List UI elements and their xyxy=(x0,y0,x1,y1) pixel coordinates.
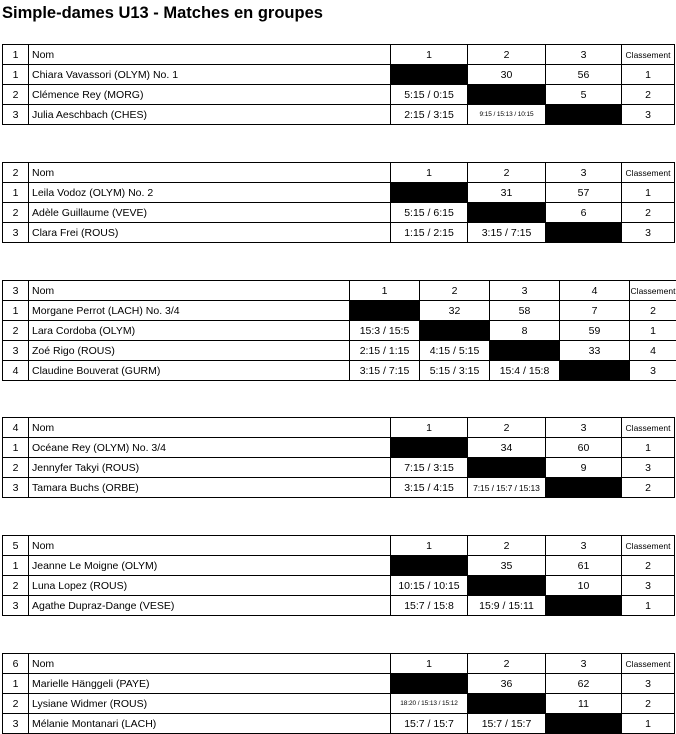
player-position: 2 xyxy=(3,321,29,341)
match-result-cell: 9:15 / 15:13 / 10:15 xyxy=(468,105,546,125)
rank-header: Classement xyxy=(622,654,675,674)
player-position: 2 xyxy=(3,576,29,596)
match-result-cell: 15:7 / 15:7 xyxy=(391,714,468,734)
group-header-row xyxy=(3,418,675,438)
player-rank: 2 xyxy=(622,478,675,498)
name-header: Nom xyxy=(29,281,350,301)
rank-header: Classement xyxy=(622,45,675,65)
rank-header: Classement xyxy=(622,536,675,556)
player-rank: 1 xyxy=(622,714,675,734)
player-position: 1 xyxy=(3,65,29,85)
opponent-column-header: 2 xyxy=(468,536,546,556)
opponent-column-header: 4 xyxy=(560,281,630,301)
player-name: Clémence Rey (MORG) xyxy=(29,85,391,105)
self-match-cell xyxy=(546,223,622,243)
name-header: Nom xyxy=(29,536,391,556)
player-rank: 3 xyxy=(622,674,675,694)
match-result-cell: 36 xyxy=(468,674,546,694)
group-header-row xyxy=(3,45,675,65)
player-position: 3 xyxy=(3,105,29,125)
match-result-cell: 15:7 / 15:8 xyxy=(391,596,468,616)
opponent-column-header: 1 xyxy=(391,163,468,183)
player-rank: 2 xyxy=(622,85,675,105)
opponent-column-header: 2 xyxy=(468,45,546,65)
name-header: Nom xyxy=(29,163,391,183)
table-row xyxy=(3,458,675,478)
player-name: Lysiane Widmer (ROUS) xyxy=(29,694,391,714)
player-position: 2 xyxy=(3,694,29,714)
self-match-cell xyxy=(391,556,468,576)
match-result-cell: 9 xyxy=(546,458,622,478)
table-row xyxy=(3,301,676,321)
group-number: 2 xyxy=(3,163,29,183)
player-name: Mélanie Montanari (LACH) xyxy=(29,714,391,734)
match-result-cell: 5:15 / 0:15 xyxy=(391,85,468,105)
group-number: 5 xyxy=(3,536,29,556)
opponent-column-header: 3 xyxy=(546,654,622,674)
group-header-row xyxy=(3,536,675,556)
match-result-cell: 56 xyxy=(546,65,622,85)
rank-header: Classement xyxy=(630,281,676,301)
player-rank: 1 xyxy=(622,65,675,85)
match-result-cell: 7:15 / 15:7 / 15:13 xyxy=(468,478,546,498)
self-match-cell xyxy=(490,341,560,361)
group-table-1 xyxy=(2,44,675,125)
match-result-cell: 2:15 / 3:15 xyxy=(391,105,468,125)
group-number: 6 xyxy=(3,654,29,674)
player-name: Zoé Rigo (ROUS) xyxy=(29,341,350,361)
match-result-cell: 3:15 / 7:15 xyxy=(350,361,420,381)
table-row xyxy=(3,694,675,714)
table-row xyxy=(3,361,676,381)
page-title: Simple-dames U13 - Matches en groupes xyxy=(2,4,323,22)
self-match-cell xyxy=(468,458,546,478)
player-rank: 1 xyxy=(622,596,675,616)
table-row xyxy=(3,105,675,125)
table-row xyxy=(3,556,675,576)
player-name: Morgane Perrot (LACH) No. 3/4 xyxy=(29,301,350,321)
player-name: Luna Lopez (ROUS) xyxy=(29,576,391,596)
player-rank: 3 xyxy=(622,576,675,596)
table-row xyxy=(3,341,676,361)
match-result-cell: 10:15 / 10:15 xyxy=(391,576,468,596)
player-rank: 2 xyxy=(630,301,676,321)
self-match-cell xyxy=(468,203,546,223)
player-rank: 3 xyxy=(622,223,675,243)
player-name: Jennyfer Takyi (ROUS) xyxy=(29,458,391,478)
opponent-column-header: 3 xyxy=(546,536,622,556)
opponent-column-header: 2 xyxy=(468,418,546,438)
match-result-cell: 8 xyxy=(490,321,560,341)
match-result-cell: 58 xyxy=(490,301,560,321)
match-result-cell: 62 xyxy=(546,674,622,694)
opponent-column-header: 2 xyxy=(468,163,546,183)
player-position: 3 xyxy=(3,596,29,616)
self-match-cell xyxy=(560,361,630,381)
match-result-cell: 61 xyxy=(546,556,622,576)
match-result-cell: 5:15 / 3:15 xyxy=(420,361,490,381)
player-position: 3 xyxy=(3,478,29,498)
group-number: 1 xyxy=(3,45,29,65)
player-rank: 1 xyxy=(622,438,675,458)
table-row xyxy=(3,714,675,734)
match-result-cell: 59 xyxy=(560,321,630,341)
group-table-3 xyxy=(2,280,676,381)
player-name: Marielle Hänggeli (PAYE) xyxy=(29,674,391,694)
player-name: Adèle Guillaume (VEVE) xyxy=(29,203,391,223)
match-result-cell: 10 xyxy=(546,576,622,596)
player-rank: 3 xyxy=(630,361,676,381)
match-result-cell: 57 xyxy=(546,183,622,203)
match-result-cell: 60 xyxy=(546,438,622,458)
match-result-cell: 31 xyxy=(468,183,546,203)
player-position: 2 xyxy=(3,458,29,478)
opponent-column-header: 1 xyxy=(391,45,468,65)
self-match-cell xyxy=(546,714,622,734)
group-table-6 xyxy=(2,653,675,734)
group-number: 3 xyxy=(3,281,29,301)
match-result-cell: 7 xyxy=(560,301,630,321)
match-result-cell: 34 xyxy=(468,438,546,458)
self-match-cell xyxy=(350,301,420,321)
player-rank: 1 xyxy=(622,183,675,203)
group-header-row xyxy=(3,281,676,301)
group-header-row xyxy=(3,654,675,674)
match-result-cell: 7:15 / 3:15 xyxy=(391,458,468,478)
match-result-cell: 33 xyxy=(560,341,630,361)
match-result-cell: 35 xyxy=(468,556,546,576)
table-row xyxy=(3,596,675,616)
name-header: Nom xyxy=(29,418,391,438)
player-rank: 2 xyxy=(622,203,675,223)
match-result-cell: 2:15 / 1:15 xyxy=(350,341,420,361)
self-match-cell xyxy=(468,576,546,596)
match-result-cell: 3:15 / 4:15 xyxy=(391,478,468,498)
opponent-column-header: 3 xyxy=(546,418,622,438)
player-name: Chiara Vavassori (OLYM) No. 1 xyxy=(29,65,391,85)
table-row xyxy=(3,321,676,341)
table-row xyxy=(3,674,675,694)
opponent-column-header: 1 xyxy=(391,418,468,438)
opponent-column-header: 2 xyxy=(468,654,546,674)
table-row xyxy=(3,203,675,223)
match-result-cell: 32 xyxy=(420,301,490,321)
player-position: 1 xyxy=(3,301,29,321)
player-rank: 2 xyxy=(622,556,675,576)
name-header: Nom xyxy=(29,45,391,65)
player-rank: 3 xyxy=(622,458,675,478)
match-result-cell: 4:15 / 5:15 xyxy=(420,341,490,361)
match-result-cell: 15:9 / 15:11 xyxy=(468,596,546,616)
player-name: Agathe Dupraz-Dange (VESE) xyxy=(29,596,391,616)
player-position: 1 xyxy=(3,556,29,576)
player-rank: 4 xyxy=(630,341,676,361)
group-table-4 xyxy=(2,417,675,498)
self-match-cell xyxy=(546,105,622,125)
match-result-cell: 15:4 / 15:8 xyxy=(490,361,560,381)
player-position: 1 xyxy=(3,674,29,694)
player-name: Claudine Bouverat (GURM) xyxy=(29,361,350,381)
match-result-cell: 3:15 / 7:15 xyxy=(468,223,546,243)
player-position: 2 xyxy=(3,203,29,223)
player-position: 3 xyxy=(3,714,29,734)
table-row xyxy=(3,85,675,105)
table-row xyxy=(3,183,675,203)
group-number: 4 xyxy=(3,418,29,438)
group-table-2 xyxy=(2,162,675,243)
rank-header: Classement xyxy=(622,163,675,183)
player-position: 4 xyxy=(3,361,29,381)
player-rank: 2 xyxy=(622,694,675,714)
player-name: Océane Rey (OLYM) No. 3/4 xyxy=(29,438,391,458)
self-match-cell xyxy=(468,85,546,105)
player-position: 2 xyxy=(3,85,29,105)
group-table-5 xyxy=(2,535,675,616)
match-result-cell: 30 xyxy=(468,65,546,85)
opponent-column-header: 1 xyxy=(391,536,468,556)
name-header: Nom xyxy=(29,654,391,674)
match-result-cell: 5 xyxy=(546,85,622,105)
opponent-column-header: 3 xyxy=(546,45,622,65)
self-match-cell xyxy=(420,321,490,341)
match-result-cell: 5:15 / 6:15 xyxy=(391,203,468,223)
player-name: Leila Vodoz (OLYM) No. 2 xyxy=(29,183,391,203)
match-result-cell: 15:7 / 15:7 xyxy=(468,714,546,734)
table-row xyxy=(3,223,675,243)
self-match-cell xyxy=(546,596,622,616)
player-rank: 3 xyxy=(622,105,675,125)
match-result-cell: 18:20 / 15:13 / 15:12 xyxy=(391,694,468,714)
opponent-column-header: 2 xyxy=(420,281,490,301)
table-row xyxy=(3,438,675,458)
player-name: Lara Cordoba (OLYM) xyxy=(29,321,350,341)
player-position: 3 xyxy=(3,341,29,361)
self-match-cell xyxy=(546,478,622,498)
opponent-column-header: 3 xyxy=(490,281,560,301)
rank-header: Classement xyxy=(622,418,675,438)
table-row xyxy=(3,65,675,85)
player-rank: 1 xyxy=(630,321,676,341)
opponent-column-header: 3 xyxy=(546,163,622,183)
self-match-cell xyxy=(391,65,468,85)
opponent-column-header: 1 xyxy=(350,281,420,301)
player-position: 1 xyxy=(3,438,29,458)
self-match-cell xyxy=(391,438,468,458)
opponent-column-header: 1 xyxy=(391,654,468,674)
self-match-cell xyxy=(391,674,468,694)
group-header-row xyxy=(3,163,675,183)
table-row xyxy=(3,478,675,498)
match-result-cell: 11 xyxy=(546,694,622,714)
player-position: 1 xyxy=(3,183,29,203)
table-row xyxy=(3,576,675,596)
match-result-cell: 15:3 / 15:5 xyxy=(350,321,420,341)
player-name: Jeanne Le Moigne (OLYM) xyxy=(29,556,391,576)
match-result-cell: 1:15 / 2:15 xyxy=(391,223,468,243)
self-match-cell xyxy=(468,694,546,714)
player-name: Julia Aeschbach (CHES) xyxy=(29,105,391,125)
player-position: 3 xyxy=(3,223,29,243)
match-result-cell: 6 xyxy=(546,203,622,223)
self-match-cell xyxy=(391,183,468,203)
player-name: Clara Frei (ROUS) xyxy=(29,223,391,243)
player-name: Tamara Buchs (ORBE) xyxy=(29,478,391,498)
